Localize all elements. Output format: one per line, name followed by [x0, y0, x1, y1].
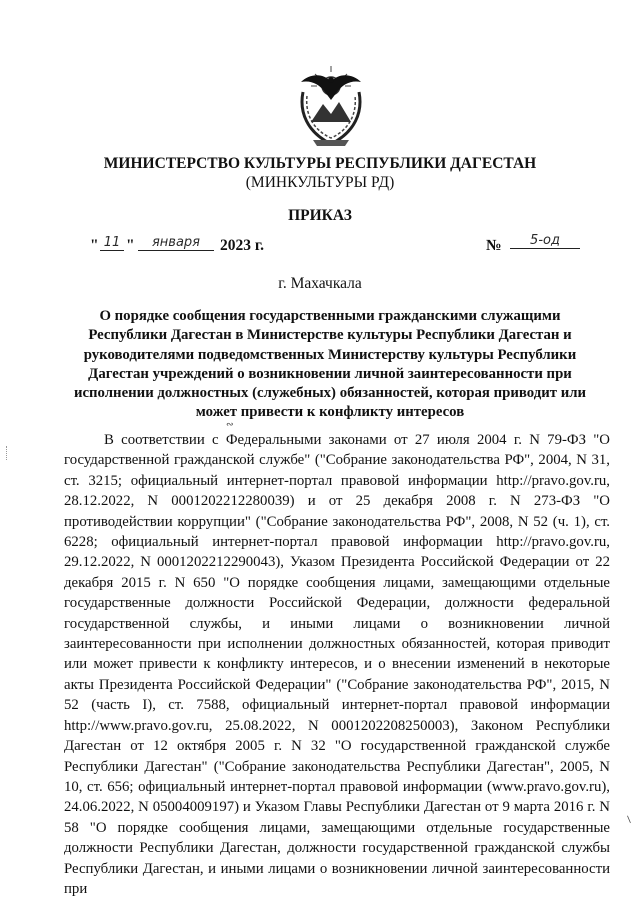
city: г. Махачкала — [278, 275, 362, 292]
date-year: 2023 г. — [220, 237, 265, 254]
document-type: ПРИКАЗ — [288, 207, 352, 224]
quote-close: " — [126, 237, 135, 254]
scan-mark: / — [625, 815, 634, 825]
body-paragraph: В соответствии с Федеральными законами от 27 июля 2004 г. N 79-ФЗ "О государственной гражданской службе" ("Собрание законодательства РФ", 2004, N 31, ст. 3215; официальный интернет-портал правовой информации http://pravo.gov.ru, 28.12.2022, N 0001202212280039) и от 25 декабря 2008 г. N 273-ФЗ "О противодействии коррупции" ("Собрание законодательства РФ", 2008, N 52 (ч. 1), ст. 6228; официальный интернет-портал правовой информации http://pravo.gov.ru, 29.12.2022, N 0001202212290043), Указом Президента Российской Федерации от 22 декабря 2015 г. N 650 "О порядке сообщения лицами, замещающими отдельные государственные должности Российской Федерации, должности федеральной государственной службы, и иными лицами о возникновении личной заинтересованности при исполнении должностных обязанностей, которая приводит или может привести к конфликту интересов, и о внесении изменений в некоторые акты Президента Российской Федерации" ("Собрание законодательства РФ", 2015, N 52 (часть I), ст. 7588, официальный интернет-портал правовой информации http://www.pravo.gov.ru, 25.08.2022, N 0001202208250003), Законом Республики Дагестан от 12 октября 2005 г. N 32 "О государственной гражданской службе Республики Дагестан" ("Собрание законодательства Республики Дагестан", 2005, N 10, ст. 656; официальный интернет-портал правовой информации (www.pravo.gov.ru), 24.06.2022, N 05004009197) и Указом Главы Республики Дагестан от 9 марта 2016 г. N 58 "О порядке сообщения лицами, замещающими отдельные государственные должности Республики Дагестан, должности государственной гражданской службы Республики Дагестан, и иными лицами о возникновении личной заинтересованности при — [64, 432, 610, 897]
date-number-line — [90, 235, 590, 259]
ministry-short-name: (МИНКУЛЬТУРЫ РД) — [245, 174, 395, 191]
order-number: 5-од — [510, 233, 580, 249]
date-day: 11 — [100, 235, 124, 251]
scan-mark — [6, 446, 7, 460]
dagestan-emblem-icon — [293, 52, 369, 150]
date-month: января — [138, 235, 214, 251]
scan-mark: ∾ — [226, 420, 234, 430]
quote-open: " — [90, 237, 99, 254]
number-label: № — [486, 237, 502, 254]
ministry-title: МИНИСТЕРСТВО КУЛЬТУРЫ РЕСПУБЛИКИ ДАГЕСТАН — [103, 155, 537, 172]
order-heading: О порядке сообщения государственными гражданскими служащими Республики Дагестан в Министерстве культуры Республики Дагестан и руководителями подведомственных Министерству культуры Республики Дагестан учреждений о возникновении личной заинтересованности при исполнении должностных (служебных) обязанностей, которая приводит или может привести к конфликту интересов — [73, 308, 587, 421]
